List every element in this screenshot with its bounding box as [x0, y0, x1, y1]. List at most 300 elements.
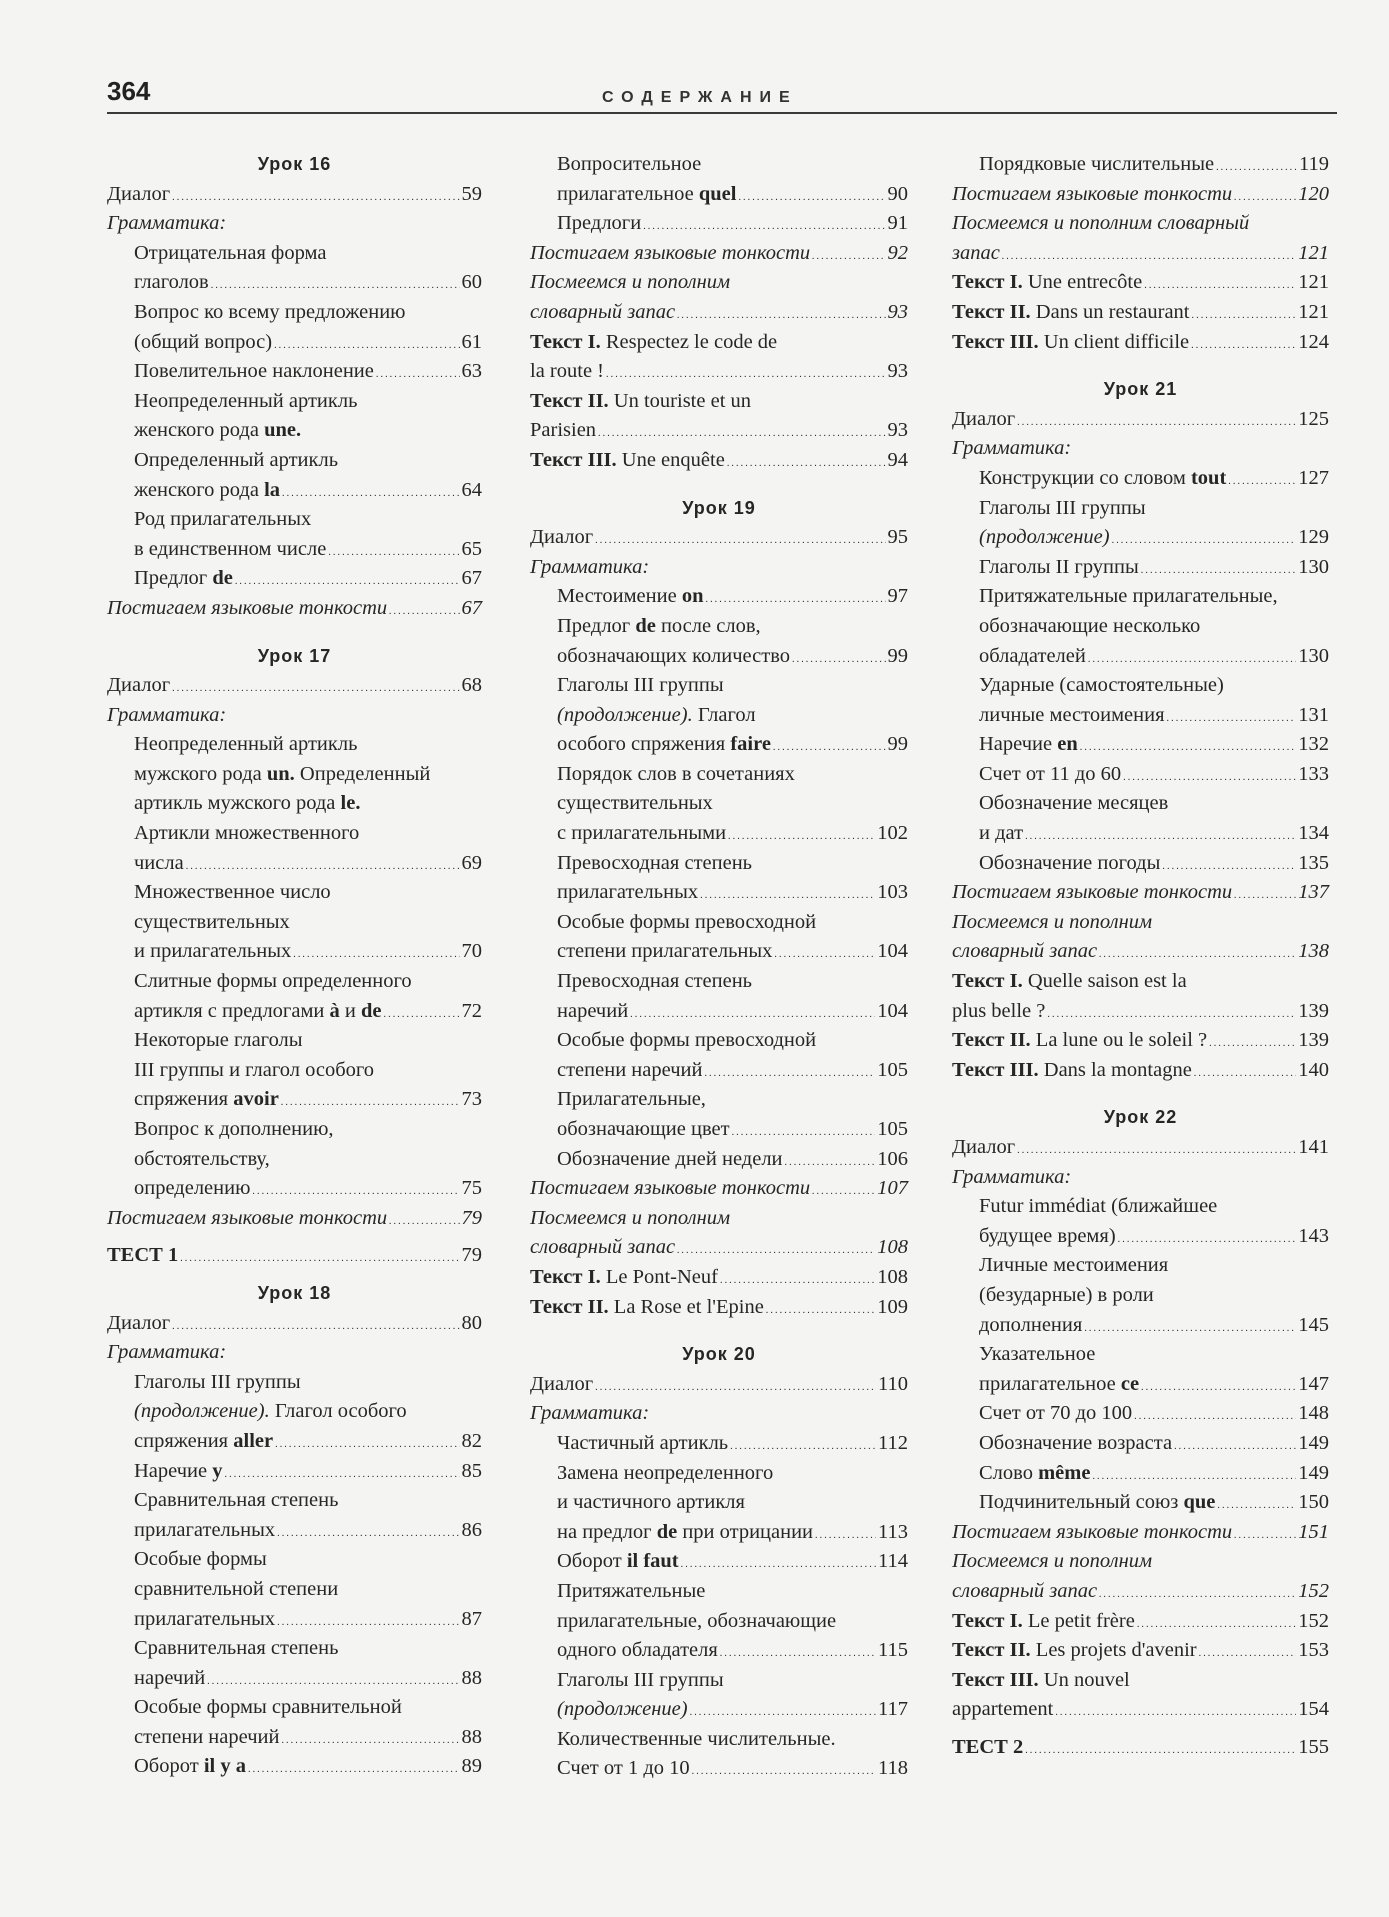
entry-text: Посмеемся и пополним [952, 1550, 1153, 1573]
entry-text: Определенный артикль [134, 448, 339, 471]
toc-entry [530, 1399, 908, 1429]
toc-entry [107, 476, 482, 506]
entry-bold: Текст I. [530, 330, 601, 353]
entry-label [979, 1251, 1168, 1281]
dot-leader [705, 582, 885, 615]
entry-label [952, 434, 1071, 464]
entry-label [134, 298, 405, 328]
dot-leader [1234, 180, 1296, 213]
entry-label [952, 1518, 1232, 1548]
dot-leader [389, 594, 459, 627]
page-ref: 127 [1298, 466, 1329, 489]
entry-label [134, 268, 209, 298]
entry-label [979, 612, 1200, 642]
dot-leader [1123, 760, 1296, 793]
toc-entry [952, 1222, 1329, 1252]
toc-entry [530, 1233, 908, 1263]
entry-label [557, 701, 756, 731]
dot-leader [598, 416, 885, 449]
entry-label [134, 357, 374, 387]
entry-text: Грамматика: [107, 703, 227, 726]
entry-label [557, 1666, 724, 1696]
entry-label [134, 1457, 223, 1487]
entry-label [952, 180, 1232, 210]
page-ref: 150 [1298, 1491, 1329, 1514]
entry-text: Множественное число [134, 881, 331, 904]
toc-entry [107, 1204, 482, 1234]
dot-leader [595, 1370, 876, 1403]
entry-label [134, 1575, 338, 1605]
entry-label [557, 967, 752, 997]
entry-bold: Текст II. [530, 1295, 609, 1318]
entry-bold: Текст III. [530, 448, 617, 471]
entry-label [134, 1752, 246, 1782]
toc-entry [952, 434, 1329, 464]
page-ref: 91 [887, 212, 908, 235]
toc-entry [107, 1338, 482, 1368]
toc-entry [530, 1174, 908, 1204]
entry-label [979, 523, 1110, 553]
toc-entry [107, 1056, 482, 1086]
toc-entry [952, 180, 1329, 210]
entry-label [557, 789, 713, 819]
entry-bold: de [635, 614, 656, 637]
page-ref: 69 [461, 851, 482, 874]
entry-bold: même [1038, 1461, 1091, 1484]
entry-label [979, 671, 1224, 701]
page-ref: 105 [877, 1058, 908, 1081]
entry-text-after: Une enquête [616, 448, 725, 471]
dot-leader [1234, 1518, 1296, 1551]
toc-entry [530, 416, 908, 446]
toc-entry [530, 819, 908, 849]
entry-label [134, 328, 272, 358]
entry-text: Порядковые числительные [979, 153, 1215, 175]
entry-text: особого спряжения [557, 733, 731, 756]
entry-label [134, 387, 357, 417]
entry-label [952, 1733, 1023, 1763]
entry-text: Вопрос ко всему предложению [134, 300, 406, 323]
entry-italic: (продолжение) [979, 526, 1110, 549]
entry-label [952, 209, 1249, 239]
entry-label [557, 1026, 816, 1056]
page-ref: 99 [887, 733, 908, 756]
dot-leader [281, 1723, 459, 1756]
entry-text: Обозначение погоды [979, 851, 1161, 874]
entry-text: Некоторые глаголы [134, 1029, 303, 1052]
entry-text: Предлог [134, 567, 213, 590]
entry-label [134, 908, 290, 938]
toc-entry [952, 1192, 1329, 1222]
dot-leader [1209, 1026, 1296, 1059]
entry-label [952, 1547, 1152, 1577]
toc-entry [530, 849, 908, 879]
entry-label [557, 180, 736, 210]
entry-bold: Текст III. [952, 1668, 1039, 1691]
entry-text: существительных [134, 910, 290, 933]
entry-text: Подчинительный союз [979, 1491, 1184, 1514]
entry-label [952, 1607, 1135, 1637]
dot-leader [1141, 1370, 1296, 1403]
entry-label [134, 760, 430, 790]
toc-entry [107, 1693, 482, 1723]
entry-label [557, 1488, 745, 1518]
dot-leader [1144, 268, 1296, 301]
toc-entry [107, 387, 482, 417]
entry-text: Parisien [530, 419, 597, 442]
page-ref: 137 [1298, 881, 1329, 904]
entry-label [952, 908, 1152, 938]
entry-label [134, 476, 280, 506]
dot-leader [211, 268, 460, 301]
entry-text: и прилагательных [134, 940, 292, 963]
entry-label [530, 1204, 730, 1234]
toc-entry [530, 612, 908, 642]
entry-label [134, 1634, 338, 1664]
entry-label [134, 1605, 275, 1635]
dot-leader [1025, 1733, 1296, 1766]
entry-text: Отрицательная форма [134, 241, 327, 264]
entry-label [952, 997, 1045, 1027]
entry-label [107, 701, 226, 731]
toc-entry [530, 1056, 908, 1086]
entry-bold: de [656, 1520, 678, 1543]
entry-bold: aller [233, 1429, 274, 1452]
entry-bold: Текст III. [952, 1058, 1039, 1081]
page-number: 364 [107, 76, 151, 106]
entry-text: Слово [979, 1461, 1039, 1484]
page-ref: 104 [877, 999, 908, 1022]
toc-entry [952, 553, 1329, 583]
page-ref: 59 [461, 182, 482, 205]
entry-label [979, 1488, 1215, 1518]
page-ref: 79 [461, 1244, 482, 1267]
toc-entry [952, 819, 1329, 849]
entry-text: прилагательных [134, 1607, 276, 1630]
entry-text: Диалог [107, 1311, 171, 1334]
toc-entry [952, 642, 1329, 672]
entry-text: Глаголы III группы [557, 674, 724, 697]
entry-label [557, 878, 698, 908]
entry-text: Грамматика: [107, 212, 227, 235]
entry-text: Грамматика: [530, 1402, 650, 1425]
toc-entry [107, 1085, 482, 1115]
toc-entry [530, 967, 908, 997]
entry-text: числа [134, 851, 184, 874]
entry-label [107, 1204, 387, 1234]
entry-text: прилагательное [979, 1372, 1121, 1395]
dot-leader [1092, 1459, 1296, 1492]
dot-leader [720, 1636, 876, 1669]
dot-leader [815, 1518, 876, 1551]
page-ref: 109 [877, 1295, 908, 1318]
entry-bold: à [329, 999, 340, 1022]
entry-bold: une. [264, 419, 302, 442]
entry-label [979, 1459, 1090, 1489]
entry-text: III группы и глагол особого [134, 1058, 375, 1081]
toc-entry [530, 1695, 908, 1725]
entry-label [107, 1309, 170, 1339]
entry-label [952, 878, 1232, 908]
lesson-heading [107, 150, 482, 180]
entry-text: будущее время) [979, 1224, 1116, 1247]
toc-entry [952, 1026, 1329, 1056]
toc-entry [107, 849, 482, 879]
entry-text: сравнительной степени [134, 1577, 339, 1600]
toc-entry [952, 878, 1329, 908]
toc-entry [952, 1607, 1329, 1637]
entry-label [134, 730, 357, 760]
entry-label [107, 1241, 178, 1271]
entry-text: Посмеемся и пополним [952, 910, 1153, 933]
entry-label [134, 1427, 273, 1457]
toc-entry [530, 446, 908, 476]
entry-text: Глаголы II группы [979, 555, 1139, 578]
dot-leader [1099, 1577, 1296, 1610]
entry-text: Указательное [979, 1343, 1096, 1366]
entry-label [557, 1056, 702, 1086]
page-ref: 72 [461, 999, 482, 1022]
dot-leader [277, 1516, 459, 1549]
dot-leader [225, 1457, 460, 1490]
entry-bold: Текст I. [530, 1265, 601, 1288]
dot-leader [235, 564, 460, 597]
dot-leader [606, 357, 886, 390]
entry-bold: de [361, 999, 382, 1022]
entry-label [134, 446, 338, 476]
entry-label [979, 150, 1214, 180]
entry-text: Обозначение дней недели [557, 1147, 783, 1170]
dot-leader [1084, 1311, 1296, 1344]
entry-text-after: Dans la montagne [1038, 1058, 1192, 1081]
entry-text: Артикли множественного [134, 822, 360, 845]
entry-label [134, 1085, 279, 1115]
entry-label [557, 582, 703, 612]
entry-text-after: Les projets d'avenir [1030, 1639, 1197, 1662]
entry-label [134, 997, 382, 1027]
dot-leader [1217, 1488, 1296, 1521]
entry-text: (безударные) в роли [979, 1283, 1154, 1306]
entry-text: Предлоги [557, 212, 642, 235]
page-ref: 121 [1298, 300, 1329, 323]
dot-leader [1017, 1133, 1296, 1166]
dot-leader [727, 446, 886, 479]
entry-text: Особые формы превосходной [557, 910, 817, 933]
page-ref: 138 [1298, 940, 1329, 963]
toc-entry [530, 878, 908, 908]
dot-leader [732, 1115, 876, 1148]
page-ref: 60 [461, 271, 482, 294]
page-ref: 152 [1298, 1579, 1329, 1602]
dot-leader [785, 1145, 876, 1178]
entry-label [557, 1429, 728, 1459]
toc-entry [107, 1145, 482, 1175]
toc-entry [530, 1459, 908, 1489]
entry-bold: que [1183, 1491, 1216, 1514]
entry-text: Конструкции со словом [979, 466, 1191, 489]
entry-label [134, 1516, 275, 1546]
entry-label [134, 1664, 205, 1694]
entry-text-after: Respectez le code de [600, 330, 778, 353]
entry-text: Прилагательные, [557, 1088, 706, 1111]
entry-text: Урок 18 [257, 1282, 332, 1303]
entry-text: Наречие [134, 1459, 213, 1482]
page-ref: 61 [461, 330, 482, 353]
entry-text: Оборот [557, 1550, 627, 1573]
entry-label [952, 1577, 1097, 1607]
page-ref: 121 [1298, 271, 1329, 294]
page-ref: 154 [1298, 1698, 1329, 1721]
toc-entry [952, 523, 1329, 553]
toc-entry [107, 967, 482, 997]
toc-entry [530, 298, 908, 328]
dot-leader [1162, 849, 1296, 882]
entry-text: Посмеемся и пополним [530, 1206, 731, 1229]
toc-entry [530, 671, 908, 701]
entry-text: Особые формы [134, 1548, 267, 1571]
toc-entry [530, 209, 908, 239]
entry-label [1104, 375, 1178, 405]
toc-entry [107, 328, 482, 358]
toc-entry [530, 908, 908, 938]
entry-label [107, 594, 387, 624]
lesson-heading [530, 1340, 908, 1370]
entry-text-after: Un nouvel [1038, 1668, 1130, 1691]
entry-text-after: после слов, [655, 614, 761, 637]
page-ref: 131 [1298, 703, 1329, 726]
entry-text: Постигаем языковые тонкости [107, 1206, 388, 1229]
toc-entry [107, 789, 482, 819]
entry-label [979, 1222, 1116, 1252]
page-ref: 141 [1298, 1136, 1329, 1158]
page-ref: 94 [887, 448, 908, 471]
entry-text: наречий [557, 999, 629, 1022]
page-ref: 134 [1298, 822, 1329, 845]
entry-label [557, 1754, 690, 1784]
entry-text: Личные местоимения [979, 1254, 1169, 1277]
toc-entry [107, 1605, 482, 1635]
toc-entry [530, 1293, 908, 1323]
dot-leader [384, 997, 460, 1030]
page-ref: 114 [878, 1550, 908, 1573]
toc-column-1 [107, 150, 482, 1782]
toc-entry [107, 730, 482, 760]
entry-text: Притяжательные [557, 1579, 706, 1602]
entry-text-after: Une entrecôte [1022, 271, 1143, 294]
entry-label [557, 642, 790, 672]
entry-text: Сравнительная степень [134, 1637, 339, 1660]
dot-leader [389, 1204, 459, 1237]
toc-entry [530, 387, 908, 417]
running-title: СОДЕРЖАНИЕ [602, 89, 798, 106]
dot-leader [274, 328, 459, 361]
dot-leader [1228, 464, 1296, 497]
entry-bold: en [1057, 733, 1078, 756]
dot-leader [1047, 997, 1296, 1030]
toc-entry [107, 594, 482, 624]
entry-text: обладателей [979, 644, 1086, 667]
toc-entry [107, 1241, 482, 1271]
page-ref: 92 [887, 241, 908, 264]
toc-entry [107, 1457, 482, 1487]
toc-entry [107, 564, 482, 594]
entry-label [258, 642, 332, 672]
entry-bold: Текст II. [530, 389, 609, 412]
entry-label [557, 1145, 783, 1175]
page-ref: 153 [1298, 1639, 1329, 1662]
page-ref: 130 [1298, 555, 1329, 578]
entry-label [530, 446, 725, 476]
toc-entry [530, 239, 908, 269]
entry-text-after: Quelle saison est la [1022, 970, 1187, 993]
entry-text: спряжения [134, 1429, 234, 1452]
toc-entry [107, 1723, 482, 1753]
entry-label [952, 1056, 1192, 1086]
toc-entry [530, 1607, 908, 1637]
toc-entry [530, 760, 908, 790]
dot-leader [704, 1056, 875, 1089]
entry-text: Ударные (самостоятельные) [979, 674, 1224, 697]
toc-entry [952, 1547, 1329, 1577]
page-ref: 125 [1298, 407, 1329, 430]
entry-label [979, 789, 1168, 819]
entry-text: Сравнительная степень [134, 1489, 339, 1512]
entry-label [557, 1636, 718, 1666]
dot-leader [692, 1754, 876, 1787]
entry-label [557, 849, 752, 879]
toc-entry [107, 446, 482, 476]
toc-entry [107, 1026, 482, 1056]
entry-label [979, 642, 1086, 672]
entry-text: Превосходная степень [557, 970, 753, 993]
page-ref: 106 [877, 1147, 908, 1170]
entry-label [979, 553, 1139, 583]
page-ref: 139 [1298, 1029, 1329, 1052]
toc-entry [952, 209, 1329, 239]
entry-text-after: La Rose et l'Epine [608, 1295, 764, 1318]
toc-entry [952, 1311, 1329, 1341]
entry-label [134, 535, 326, 565]
page-ref: 67 [461, 567, 482, 590]
entry-label [134, 1368, 301, 1398]
toc-entry [530, 789, 908, 819]
page-ref: 130 [1298, 644, 1329, 667]
entry-label [134, 1056, 374, 1086]
entry-label [258, 150, 332, 180]
entry-text: Грамматика: [107, 1341, 227, 1364]
entry-label [557, 671, 724, 701]
toc-entry [107, 1516, 482, 1546]
toc-entry [107, 1634, 482, 1664]
entry-label [530, 1263, 718, 1293]
toc-entry [107, 298, 482, 328]
entry-text-after: Dans un restaurant [1030, 300, 1190, 323]
dot-leader [812, 1174, 875, 1207]
dot-leader [1017, 405, 1296, 438]
entry-bold: tout [1190, 466, 1227, 489]
entry-text: Предлог [557, 614, 636, 637]
entry-label [134, 505, 311, 535]
entry-label [530, 268, 730, 298]
entry-label [134, 416, 301, 446]
dot-leader [1192, 298, 1297, 331]
entry-label [530, 523, 593, 553]
entry-label [979, 1192, 1217, 1222]
entry-label [952, 1163, 1071, 1193]
toc-entry [952, 789, 1329, 819]
page-ref: 120 [1298, 182, 1329, 205]
entry-label [134, 878, 331, 908]
